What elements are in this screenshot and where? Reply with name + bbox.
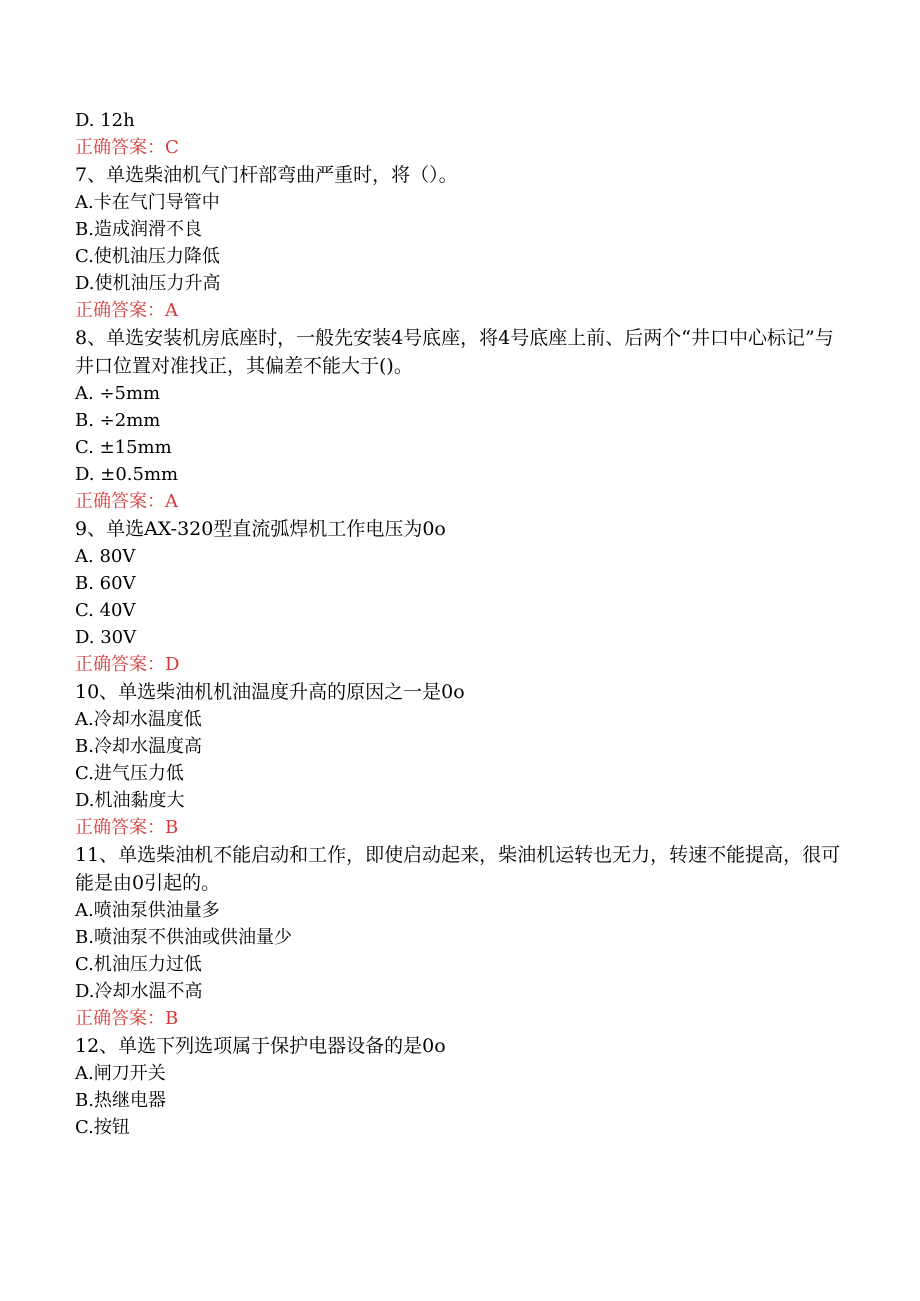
answer-value: B bbox=[165, 1008, 179, 1029]
option-text: B. ÷2mm bbox=[75, 410, 161, 431]
option-text: C.机油压力过低 bbox=[75, 954, 202, 975]
option-text: B. 60V bbox=[75, 573, 136, 594]
question-text: 8、单选安装机房底座时，一般先安装4号底座，将4号底座上前、后两个“井口中心标记”与井口位置对准找正，其偏差不能大于()。 bbox=[75, 327, 834, 377]
option-text: D.机油黏度大 bbox=[75, 790, 185, 811]
answer-line bbox=[75, 134, 845, 161]
option-text: B.喷油泵不供油或供油量少 bbox=[75, 927, 292, 948]
answer-label: 正确答案： bbox=[75, 1008, 165, 1029]
answer-label: 正确答案： bbox=[75, 300, 165, 321]
option-text: D.冷却水温不高 bbox=[75, 981, 203, 1002]
option-text: D. ±0.5mm bbox=[75, 464, 179, 485]
question-text: 12、单选下列选项属于保护电器设备的是0o bbox=[75, 1035, 446, 1057]
answer-value: A bbox=[165, 491, 178, 512]
option-text: B.造成润滑不良 bbox=[75, 219, 202, 240]
option-text: A.闸刀开关 bbox=[75, 1063, 166, 1084]
question-text: 7、单选柴油机气门杆部弯曲严重时，将（）。 bbox=[75, 164, 458, 186]
option-text: A. 80V bbox=[75, 546, 136, 567]
answer-label: 正确答案： bbox=[75, 491, 165, 512]
option-text: D.使机油压力升高 bbox=[75, 273, 221, 294]
answer-value: D bbox=[165, 654, 180, 675]
option-text: C.进气压力低 bbox=[75, 763, 184, 784]
option-text: B.热继电器 bbox=[75, 1090, 166, 1111]
option-text: C.使机油压力降低 bbox=[75, 246, 220, 267]
question-text: 10、单选柴油机机油温度升高的原因之一是0o bbox=[75, 681, 465, 703]
answer-value: B bbox=[165, 817, 179, 838]
option-text: C. 40V bbox=[75, 600, 136, 621]
answer-line bbox=[75, 488, 845, 515]
option-text: C.按钮 bbox=[75, 1117, 130, 1138]
answer-label: 正确答案： bbox=[75, 817, 165, 838]
option-text: A. ÷5mm bbox=[75, 383, 161, 404]
answer-value: A bbox=[165, 300, 178, 321]
option-text: A.冷却水温度低 bbox=[75, 709, 202, 730]
answer-line bbox=[75, 1005, 845, 1032]
answer-line bbox=[75, 297, 845, 324]
question-text: 11、单选柴油机不能启动和工作，即使启动起来，柴油机运转也无力，转速不能提高，很可能是由0引起的。 bbox=[75, 844, 841, 894]
option-text: D. 12h bbox=[75, 110, 135, 131]
answer-value: C bbox=[165, 137, 179, 158]
option-text: C. ±15mm bbox=[75, 437, 172, 458]
answer-label: 正确答案： bbox=[75, 137, 165, 158]
option-text: B.冷却水温度高 bbox=[75, 736, 202, 757]
option-text: A.卡在气门导管中 bbox=[75, 192, 220, 213]
option-text: A.喷油泵供油量多 bbox=[75, 900, 220, 921]
answer-label: 正确答案： bbox=[75, 654, 165, 675]
option-text: D. 30V bbox=[75, 627, 137, 648]
document-body bbox=[75, 107, 845, 1141]
question-text: 9、单选AX-320型直流弧焊机工作电压为0o bbox=[75, 518, 446, 540]
answer-line bbox=[75, 651, 845, 678]
answer-line bbox=[75, 814, 845, 841]
